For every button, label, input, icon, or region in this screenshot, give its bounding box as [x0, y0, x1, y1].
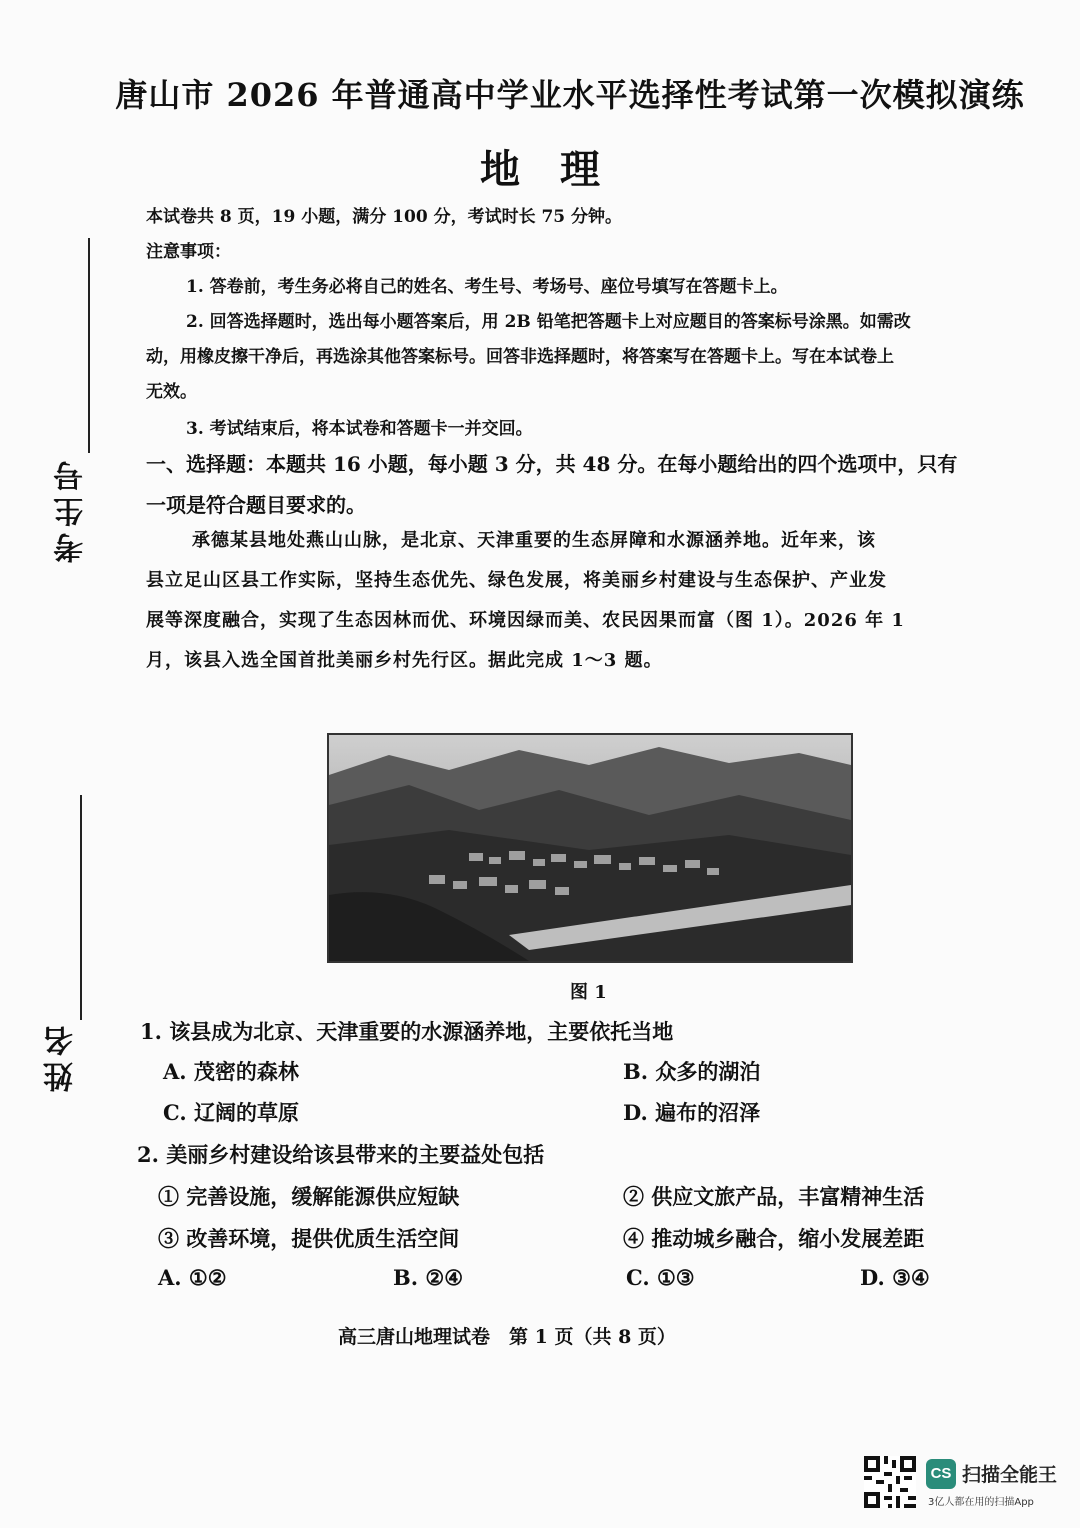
question-1-option-a[interactable]: A. 茂密的森林 — [163, 1059, 299, 1084]
question-2-option-d[interactable]: D. ③④ — [860, 1265, 930, 1290]
scanner-app-name: 扫描全能王 — [962, 1464, 1058, 1486]
village-photo — [327, 733, 853, 963]
exam-title: 唐山市 2026 年普通高中学业水平选择性考试第一次模拟演练 — [115, 76, 1025, 114]
question-1-option-c[interactable]: C. 辽阔的草原 — [163, 1100, 299, 1125]
village-photo-drawing — [329, 735, 851, 961]
notes-item-2-line-2: 动，用橡皮擦干净后，再选涂其他答案标号。回答非选择题时，将答案写在答题卡上。写在本试卷上 — [146, 347, 894, 367]
name-label: 姓名 — [44, 1020, 79, 1092]
passage-line-3: 展等深度融合，实现了生态因林而优、环境因绿而美、农民因果而富（图 1）。2026 年 1 — [146, 610, 905, 631]
question-2-stem: 2. 美丽乡村建设给该县带来的主要益处包括 — [137, 1142, 545, 1167]
question-2-statement-3: ③ 改善环境，提供优质生活空间 — [158, 1226, 460, 1251]
exam-info: 本试卷共 8 页，19 小题，满分 100 分，考试时长 75 分钟。 — [146, 207, 623, 227]
question-2-option-c[interactable]: C. ①③ — [626, 1265, 695, 1290]
question-2-statement-4: ④ 推动城乡融合，缩小发展差距 — [623, 1226, 925, 1251]
subject-title: 地理 — [480, 146, 640, 193]
question-1-stem: 1. 该县成为北京、天津重要的水源涵养地，主要依托当地 — [140, 1019, 674, 1044]
question-1-option-d[interactable]: D. 遍布的沼泽 — [623, 1100, 761, 1125]
notes-heading: 注意事项： — [146, 242, 231, 262]
section-1-heading-line-2: 一项是符合题目要求的。 — [146, 493, 366, 517]
page-footer: 高三唐山地理试卷 第 1 页（共 8 页） — [338, 1326, 676, 1348]
question-2-statement-1: ① 完善设施，缓解能源供应短缺 — [158, 1184, 460, 1209]
qr-code-icon — [864, 1456, 916, 1508]
notes-item-2-line-3: 无效。 — [146, 382, 197, 402]
notes-item-2-line-1: 2. 回答选择题时，选出每小题答案后，用 2B 铅笔把答题卡上对应题目的答案标号涂黑。如需改 — [186, 312, 911, 332]
figure-caption: 图 1 — [570, 982, 607, 1003]
exam-number-label: 考生号 — [54, 455, 89, 563]
section-1-heading-line-1: 一、选择题：本题共 16 小题，每小题 3 分，共 48 分。在每小题给出的四个选项中，只有 — [146, 452, 958, 476]
question-2-option-a[interactable]: A. ①② — [158, 1265, 227, 1290]
passage-line-1: 承德某县地处燕山山脉，是北京、天津重要的生态屏障和水源涵养地。近年来，该 — [192, 530, 876, 551]
question-2-statement-2: ② 供应文旅产品，丰富精神生活 — [623, 1184, 925, 1209]
question-1-option-b[interactable]: B. 众多的湖泊 — [623, 1059, 761, 1084]
camscanner-logo-icon: CS — [926, 1459, 956, 1489]
notes-item-3: 3. 考试结束后，将本试卷和答题卡一并交回。 — [186, 419, 533, 439]
question-2-option-b[interactable]: B. ②④ — [393, 1265, 464, 1290]
passage-line-2: 县立足山区县工作实际，坚持生态优先、绿色发展，将美丽乡村建设与生态保护、产业发 — [146, 570, 887, 591]
exam-number-line — [88, 238, 90, 453]
notes-item-1: 1. 答卷前，考生务必将自己的姓名、考生号、考场号、座位号填写在答题卡上。 — [186, 277, 788, 297]
name-line — [80, 795, 82, 1020]
scanner-app-tagline: 3亿人都在用的扫描App — [928, 1497, 1034, 1508]
passage-line-4: 月，该县入选全国首批美丽乡村先行区。据此完成 1～3 题。 — [146, 650, 663, 671]
